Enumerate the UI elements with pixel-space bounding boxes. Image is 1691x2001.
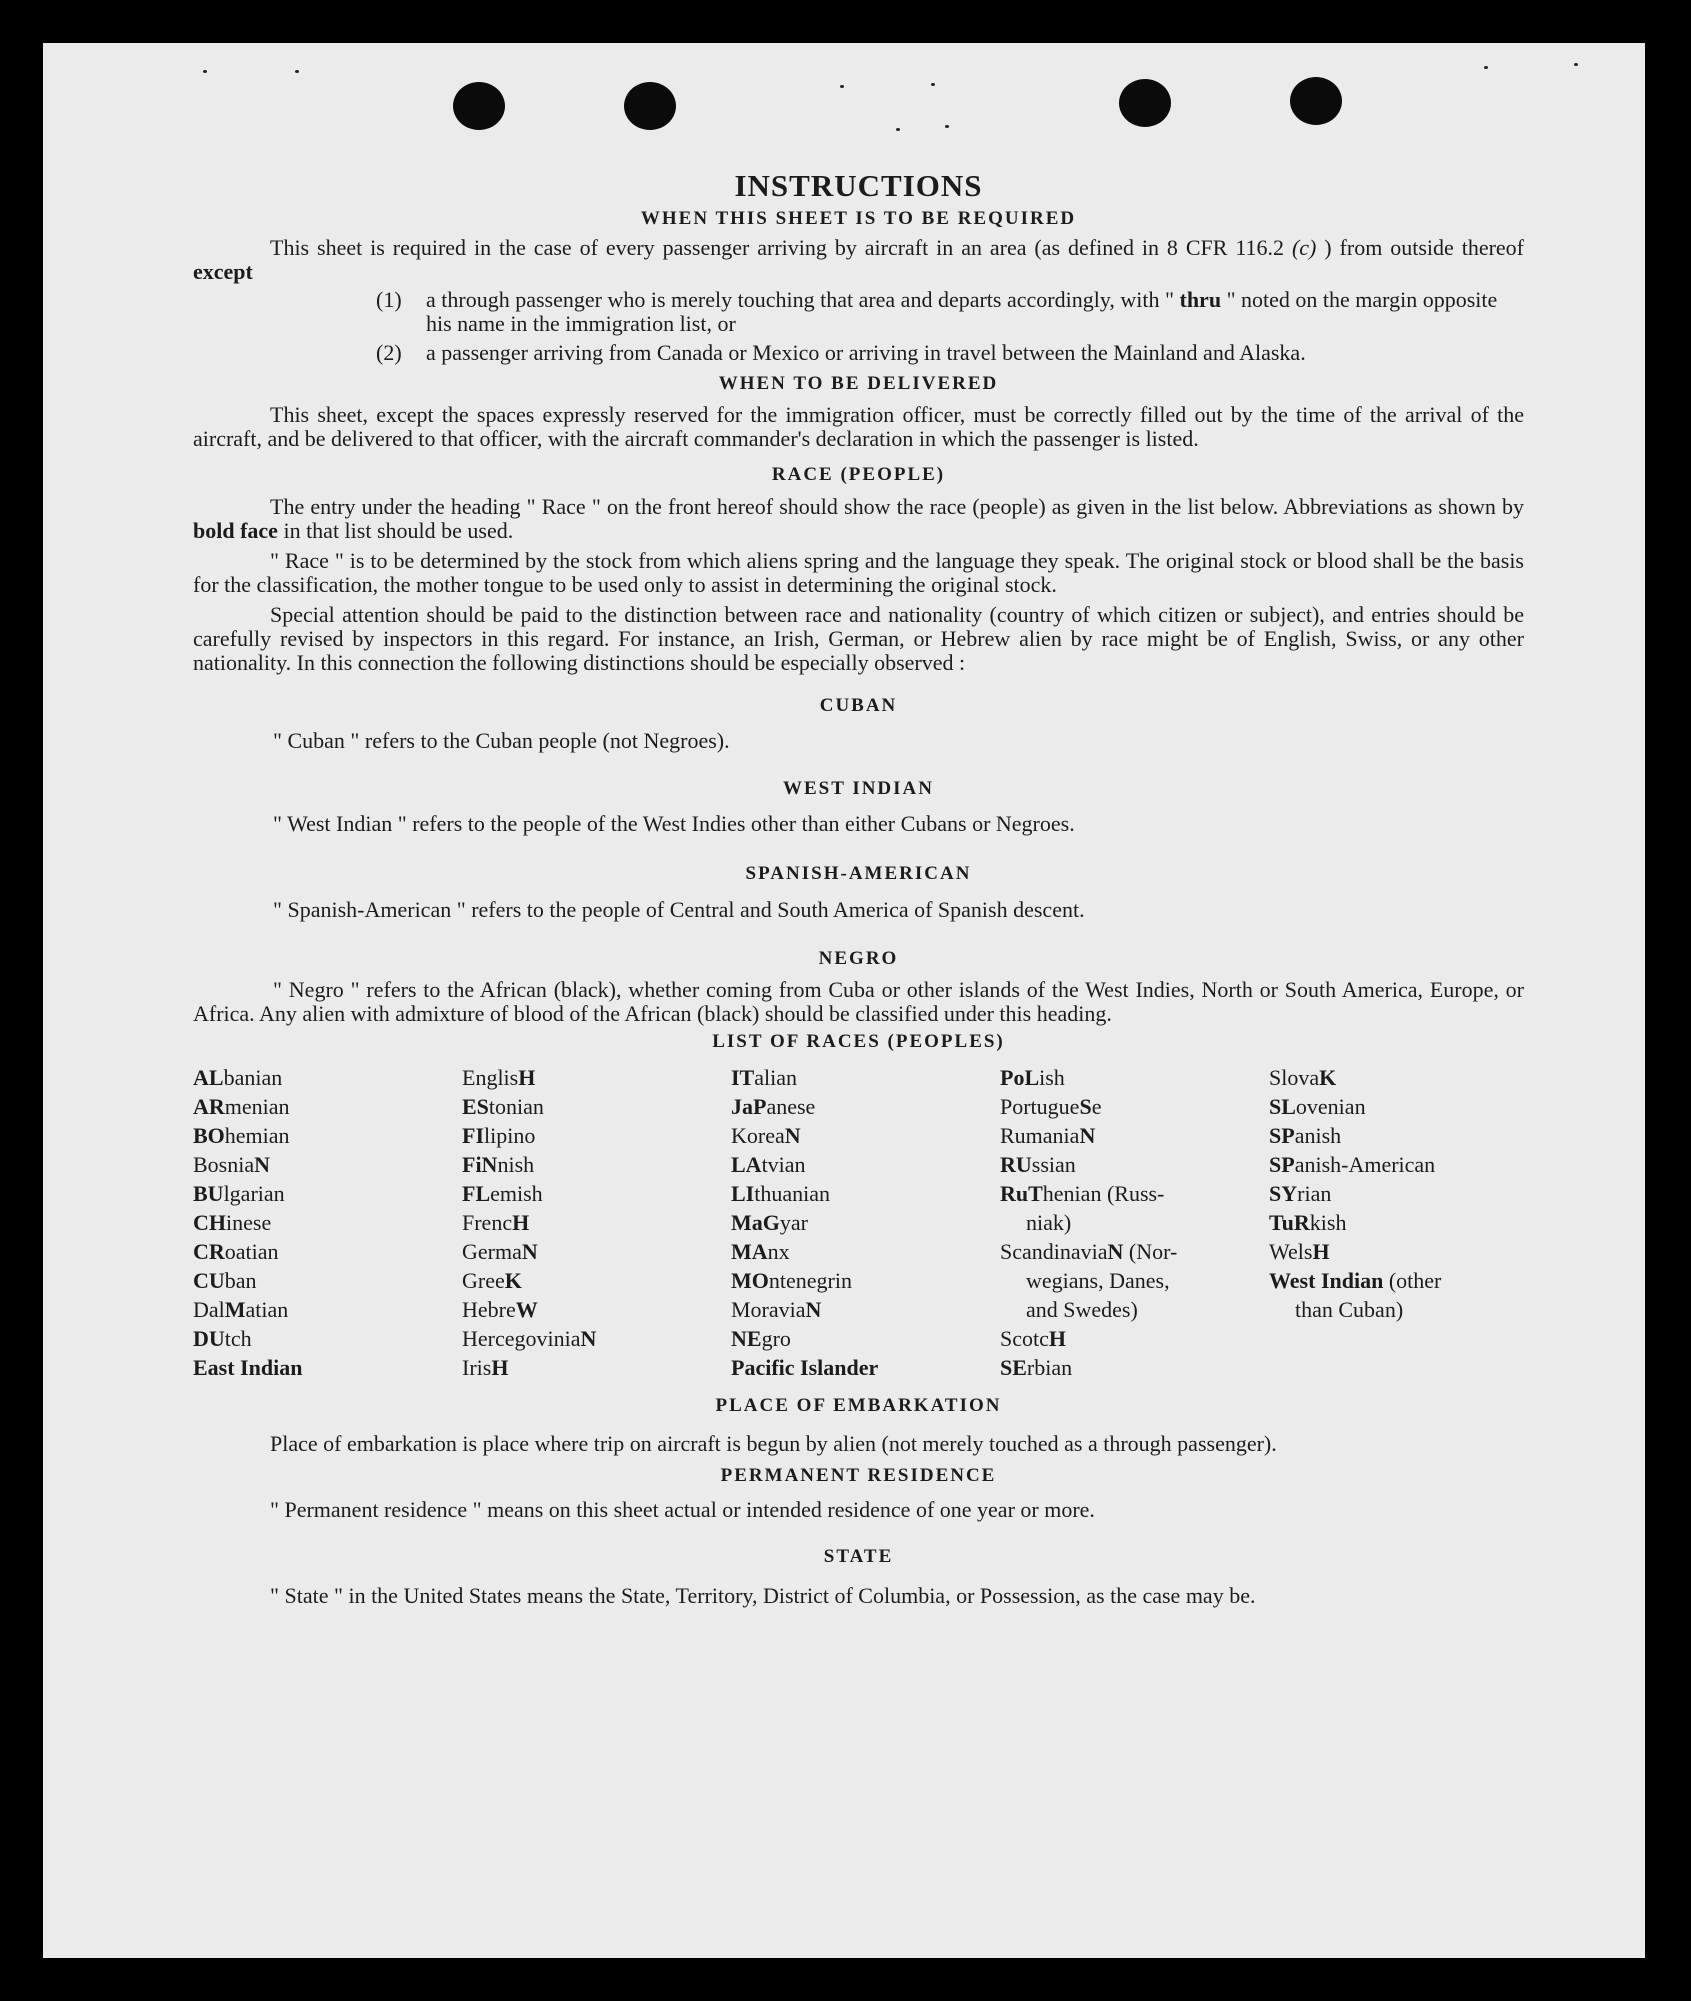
races-column — [1000, 1063, 1269, 1382]
heading-list-of-races: LIST OF RACES (PEOPLES) — [712, 1031, 1005, 1052]
speck — [203, 70, 207, 73]
race-paragraph-2: " Race " is to be determined by the stock from which aliens spring and the language they speak. The original stock or blood shall be the basis for the classification, the mother tongue to be used only to assist in determining the original stock. — [193, 548, 1524, 597]
race-entry: TuRkish — [1269, 1210, 1347, 1235]
race-entry: SlovaK — [1269, 1065, 1337, 1090]
race-entry: West Indian (other — [1269, 1268, 1442, 1293]
race-entry: BOhemian — [193, 1123, 290, 1148]
race-entry: SLovenian — [1269, 1094, 1366, 1119]
heading-when-delivered: WHEN TO BE DELIVERED — [718, 373, 999, 394]
race-entry: FrencH — [462, 1210, 530, 1235]
instructions-body — [193, 167, 1524, 1612]
race-entry: wegians, Danes, — [1026, 1268, 1170, 1293]
race-entry: JaPanese — [731, 1094, 816, 1119]
race-entry: CRoatian — [193, 1239, 279, 1264]
race-entry: RUssian — [1000, 1152, 1076, 1177]
race-entry: BosniaN — [193, 1152, 271, 1177]
race-entry: HercegoviniaN — [462, 1326, 597, 1351]
residence-text: " Permanent residence " means on this sheet actual or intended residence of one year or more. — [270, 1497, 1095, 1522]
race-entry: MAnx — [731, 1239, 790, 1264]
heading-race: RACE (PEOPLE) — [771, 464, 946, 485]
speck — [1484, 66, 1488, 69]
race-entry: DUtch — [193, 1326, 252, 1351]
cuban-text: " Cuban " refers to the Cuban people (not Negroes). — [273, 728, 730, 753]
race-entry: niak) — [1026, 1210, 1072, 1235]
race-entry: RuThenian (Russ- — [1000, 1181, 1165, 1206]
heading-when-required: WHEN THIS SHEET IS TO BE REQUIRED — [640, 208, 1077, 229]
required-intro: This sheet is required in the case of every passenger arriving by aircraft in an area (as defined in 8 CFR 116.2 (c) ) from outside thereof except — [193, 235, 1525, 284]
race-entry: FLemish — [462, 1181, 543, 1206]
exception-item-2: (2) a passenger arriving from Canada or Mexico or arriving in travel between the Mainland and Alaska. — [376, 340, 1306, 365]
races-column — [193, 1063, 462, 1382]
races-column — [731, 1063, 1000, 1382]
speck — [896, 128, 900, 131]
race-entry: IrisH — [462, 1355, 509, 1380]
heading-west-indian: WEST INDIAN — [783, 778, 934, 799]
race-entry: SPanish — [1269, 1123, 1342, 1148]
negro-text: " Negro " refers to the African (black), whether coming from Cuba or other islands of the West Indies, North or South America, Europe, or Africa. Any alien with admixture of blood of the African (black) should be classified under this heading. — [193, 977, 1524, 1026]
punch-hole — [1290, 77, 1342, 125]
race-entry: KoreaN — [731, 1123, 801, 1148]
punch-hole — [1119, 79, 1171, 127]
race-entry: SErbian — [1000, 1355, 1073, 1380]
race-paragraph-1: The entry under the heading " Race " on the front hereof should show the race (people) as given in the list below. Abbreviations as shown by bold face in that list should be used. — [193, 494, 1524, 543]
races-column — [462, 1063, 731, 1382]
race-entry: SPanish-American — [1269, 1152, 1436, 1177]
race-entry: GermaN — [462, 1239, 538, 1264]
speck — [295, 70, 299, 73]
race-entry: and Swedes) — [1026, 1297, 1138, 1322]
heading-embarkation: PLACE OF EMBARKATION — [715, 1395, 1002, 1416]
race-entry: SYrian — [1269, 1181, 1332, 1206]
race-entry: MOntenegrin — [731, 1268, 852, 1293]
race-entry: NEgro — [731, 1326, 791, 1351]
race-entry: ScandinaviaN (Nor- — [1000, 1239, 1178, 1264]
heading-spanish-american: SPANISH-AMERICAN — [745, 863, 972, 884]
race-entry: ARmenian — [193, 1094, 290, 1119]
race-entry: MaGyar — [731, 1210, 808, 1235]
race-entry: LIthuanian — [731, 1181, 831, 1206]
race-entry: CUban — [193, 1268, 257, 1293]
race-entry: MoraviaN — [731, 1297, 822, 1322]
race-entry: BUlgarian — [193, 1181, 285, 1206]
heading-negro: NEGRO — [818, 948, 899, 969]
embarkation-text: Place of embarkation is place where trip on aircraft is begun by alien (not merely touched as a through passenger). — [270, 1431, 1277, 1456]
spanish-american-text: " Spanish-American " refers to the people of Central and South America of Spanish descent. — [273, 897, 1085, 922]
delivered-text: This sheet, except the spaces expressly reserved for the immigration officer, must be correctly filled out by the time of the arrival of the aircraft, and be delivered to that officer, with the aircraft commander's declaration in which the passenger is listed. — [193, 402, 1524, 451]
race-entry: than Cuban) — [1295, 1297, 1404, 1322]
race-paragraph-3: Special attention should be paid to the distinction between race and nationality (country of which citizen or subject), and entries should be carefully revised by inspectors in this regard. For instance, an Irish, German, or Hebrew alien by race might be of English, Swiss, or any other nationality. In this connection the following distinctions should be especially observed : — [193, 602, 1524, 675]
document-sheet — [43, 43, 1645, 1958]
race-entry: EnglisH — [462, 1065, 536, 1090]
race-entry: ScotcH — [1000, 1326, 1067, 1351]
west-indian-text: " West Indian " refers to the people of the West Indies other than either Cubans or Negroes. — [273, 811, 1075, 836]
race-entry: HebreW — [462, 1297, 538, 1322]
punch-hole — [453, 82, 505, 130]
state-text: " State " in the United States means the State, Territory, District of Columbia, or Possession, as the case may be. — [270, 1583, 1256, 1608]
race-entry: PoLish — [1000, 1065, 1065, 1090]
page-title: INSTRUCTIONS — [734, 168, 983, 203]
race-entry: CHinese — [193, 1210, 272, 1235]
race-entry: FIlipino — [462, 1123, 536, 1148]
race-entry: DalMatian — [193, 1297, 289, 1322]
race-entry: LAtvian — [731, 1152, 806, 1177]
races-list — [193, 1063, 1524, 1382]
speck — [931, 83, 935, 86]
heading-cuban: CUBAN — [819, 695, 898, 716]
races-column — [1269, 1063, 1524, 1382]
punch-hole — [624, 82, 676, 130]
race-entry: ALbanian — [193, 1065, 283, 1090]
race-entry: FiNnish — [462, 1152, 535, 1177]
heading-permanent-residence: PERMANENT RESIDENCE — [720, 1465, 997, 1486]
exception-item-1: (1) a through passenger who is merely touching that area and departs accordingly, with " thru " noted on the margin opposite his name in the immigration list, or — [376, 287, 1498, 336]
heading-state: STATE — [823, 1546, 894, 1567]
race-entry: East Indian — [193, 1355, 303, 1380]
race-entry: WelsH — [1269, 1239, 1330, 1264]
speck — [840, 85, 844, 88]
race-entry: ITalian — [731, 1065, 798, 1090]
race-entry: Pacific Islander — [731, 1355, 879, 1380]
race-entry: PortugueSe — [1000, 1094, 1102, 1119]
race-entry: EStonian — [462, 1094, 544, 1119]
race-entry: RumaniaN — [1000, 1123, 1096, 1148]
race-entry: GreeK — [462, 1268, 522, 1293]
speck — [945, 125, 949, 128]
speck — [1574, 63, 1578, 66]
